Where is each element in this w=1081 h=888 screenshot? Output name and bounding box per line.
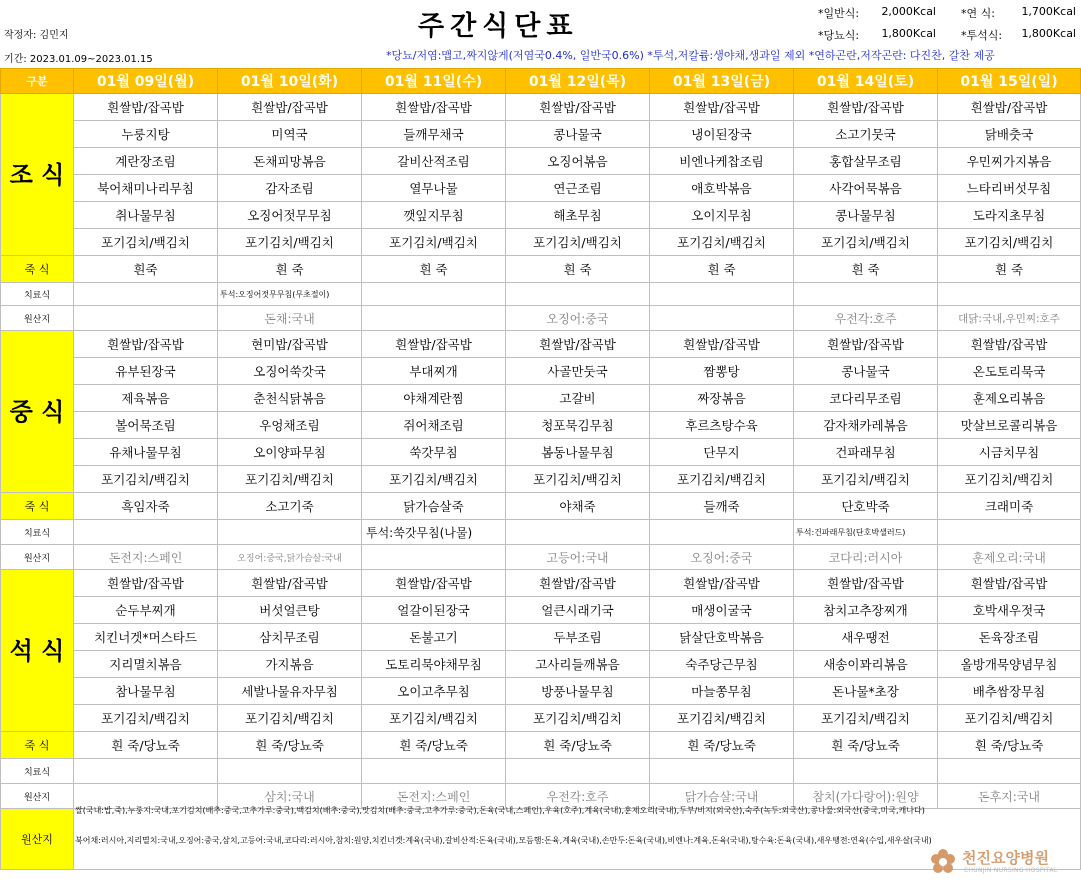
menu-cell: 참나물무침 bbox=[74, 678, 218, 705]
menu-cell: 흰쌀밥/잡곡밥 bbox=[362, 94, 506, 121]
porridge-cell: 흑임자죽 bbox=[74, 493, 218, 520]
menu-cell: 흰쌀밥/잡곡밥 bbox=[74, 570, 218, 597]
menu-table bbox=[0, 68, 1081, 870]
menu-cell: 얼큰시래기국 bbox=[506, 597, 650, 624]
menu-cell: 흰쌀밥/잡곡밥 bbox=[938, 94, 1081, 121]
therapy-cell bbox=[650, 520, 794, 545]
porridge-cell: 들깨죽 bbox=[650, 493, 794, 520]
menu-cell: 고갈비 bbox=[506, 385, 650, 412]
menu-cell: 봄동나물무침 bbox=[506, 439, 650, 466]
menu-cell: 누룽지탕 bbox=[74, 121, 218, 148]
menu-cell: 돈나물*초장 bbox=[794, 678, 938, 705]
menu-cell: 갈비산적조림 bbox=[362, 148, 506, 175]
porridge-cell: 야채죽 bbox=[506, 493, 650, 520]
origin-cell: 돈채:국내 bbox=[218, 306, 362, 331]
menu-cell: 지리멸치볶음 bbox=[74, 651, 218, 678]
therapy-label: 치료식 bbox=[1, 283, 74, 306]
menu-cell: 포기김치/백김치 bbox=[938, 466, 1081, 493]
therapy-cell bbox=[74, 759, 218, 784]
menu-cell: 흰쌀밥/잡곡밥 bbox=[794, 94, 938, 121]
menu-cell: 냉이된장국 bbox=[650, 121, 794, 148]
menu-cell: 부대찌개 bbox=[362, 358, 506, 385]
menu-cell: 감자채카레볶음 bbox=[794, 412, 938, 439]
lunch-row bbox=[1, 385, 1081, 412]
menu-cell: 포기김치/백김치 bbox=[218, 466, 362, 493]
porridge-label: 죽 식 bbox=[1, 256, 74, 283]
menu-cell: 포기김치/백김치 bbox=[506, 705, 650, 732]
porridge-label: 죽 식 bbox=[1, 493, 74, 520]
diet-note: *당뇨/저염:맵고,짜지않게(저염국0.4%, 일반국0.6%) *투석,저칼륨:생야채,생과일 제외 *연하곤란,저작곤란: 다진찬, 갈찬 제공 bbox=[386, 49, 995, 62]
menu-cell: 포기김치/백김치 bbox=[74, 466, 218, 493]
menu-cell: 온도토리묵국 bbox=[938, 358, 1081, 385]
dinner-label: 석 식 bbox=[1, 570, 74, 732]
menu-cell: 방풍나물무침 bbox=[506, 678, 650, 705]
day-header: 01월 13일(금) bbox=[650, 69, 794, 94]
menu-cell: 참치고추장찌개 bbox=[794, 597, 938, 624]
author-label: 작정자: 김민지 bbox=[4, 30, 69, 41]
menu-cell: 오징어젓무무침 bbox=[218, 202, 362, 229]
menu-cell: 고사리들깨볶음 bbox=[506, 651, 650, 678]
therapy-cell bbox=[362, 759, 506, 784]
therapy-cell bbox=[794, 759, 938, 784]
lunch-porridge-row bbox=[1, 493, 1081, 520]
menu-cell: 비엔나케찹조림 bbox=[650, 148, 794, 175]
menu-cell: 콩나물국 bbox=[794, 358, 938, 385]
footer-origin-label: 원산지 bbox=[1, 809, 74, 870]
origin-cell: 돈전지:스페인 bbox=[74, 545, 218, 570]
menu-cell: 청포묵김무침 bbox=[506, 412, 650, 439]
origin-label: 원산지 bbox=[1, 306, 74, 331]
therapy-cell bbox=[650, 283, 794, 306]
lunch-therapy-row bbox=[1, 520, 1081, 545]
therapy-cell bbox=[938, 759, 1081, 784]
menu-cell: 야채계란찜 bbox=[362, 385, 506, 412]
origin-cell: 대닭:국내,우민찌:호주 bbox=[938, 306, 1081, 331]
menu-cell: 닭배춧국 bbox=[938, 121, 1081, 148]
menu-cell: 연근조림 bbox=[506, 175, 650, 202]
menu-cell: 새우땡전 bbox=[794, 624, 938, 651]
porridge-label: 죽 식 bbox=[1, 732, 74, 759]
menu-cell: 소고기뭇국 bbox=[794, 121, 938, 148]
menu-cell: 오이고추무침 bbox=[362, 678, 506, 705]
menu-cell: 포기김치/백김치 bbox=[938, 229, 1081, 256]
dinner-row bbox=[1, 624, 1081, 651]
menu-cell: 흰쌀밥/잡곡밥 bbox=[362, 331, 506, 358]
breakfast-row bbox=[1, 121, 1081, 148]
menu-cell: 흰쌀밥/잡곡밥 bbox=[794, 331, 938, 358]
origin-label: 원산지 bbox=[1, 545, 74, 570]
porridge-cell: 흰 죽 bbox=[218, 256, 362, 283]
origin-label: 원산지 bbox=[1, 784, 74, 809]
menu-cell: 삼치무조림 bbox=[218, 624, 362, 651]
menu-cell: 흰쌀밥/잡곡밥 bbox=[362, 570, 506, 597]
menu-cell: 포기김치/백김치 bbox=[650, 466, 794, 493]
origin-cell: 삼치:국내 bbox=[218, 784, 362, 809]
origin-cell: 훈제오리:국내 bbox=[938, 545, 1081, 570]
menu-cell: 흰쌀밥/잡곡밥 bbox=[938, 331, 1081, 358]
page-title: 주간식단표 bbox=[418, 11, 579, 42]
menu-cell: 가지볶음 bbox=[218, 651, 362, 678]
porridge-cell: 흰죽 bbox=[74, 256, 218, 283]
origin-cell bbox=[650, 306, 794, 331]
origin-cell: 오징어:중국,닭가슴살:국내 bbox=[218, 545, 362, 570]
lunch-row bbox=[1, 466, 1081, 493]
dinner-row bbox=[1, 678, 1081, 705]
period-label: 기간: 2023.01.09~2023.01.15 bbox=[4, 54, 153, 65]
menu-cell: 도라지초무침 bbox=[938, 202, 1081, 229]
menu-cell: 건파래무침 bbox=[794, 439, 938, 466]
menu-cell: 훈제오리볶음 bbox=[938, 385, 1081, 412]
origin-cell bbox=[362, 545, 506, 570]
menu-cell: 사각어묵볶음 bbox=[794, 175, 938, 202]
origin-cell: 닭가슴살:국내 bbox=[650, 784, 794, 809]
menu-cell: 사골만둣국 bbox=[506, 358, 650, 385]
menu-cell: 현미밥/잡곡밥 bbox=[218, 331, 362, 358]
menu-cell: 포기김치/백김치 bbox=[218, 229, 362, 256]
porridge-cell: 흰 죽 bbox=[650, 256, 794, 283]
footer-line-1: 쌀(국내:밥,죽),누룽지:국내,포기김치(배추:중국,고추가루:중국),백김치(배추:중국),맛김치(배추:중국,고추가루:중국),돈육(국내,스페인),우육(호주),계육(국내),훈제오리(국내),두부/비지(외국산),숙주(녹두:외국산),콩나물:외국산(중국,미국,캐나다) bbox=[75, 806, 925, 815]
menu-cell: 올방개묵양념무침 bbox=[938, 651, 1081, 678]
therapy-label: 치료식 bbox=[1, 520, 74, 545]
menu-cell: 포기김치/백김치 bbox=[362, 705, 506, 732]
porridge-cell: 흰 죽/당뇨죽 bbox=[362, 732, 506, 759]
menu-cell: 포기김치/백김치 bbox=[650, 705, 794, 732]
dinner-row bbox=[1, 705, 1081, 732]
dinner-porridge-row bbox=[1, 732, 1081, 759]
menu-cell: 콩나물무침 bbox=[794, 202, 938, 229]
lunch-row bbox=[1, 358, 1081, 385]
therapy-cell bbox=[218, 520, 362, 545]
day-header: 01월 11일(수) bbox=[362, 69, 506, 94]
origin-cell: 오징어:중국 bbox=[650, 545, 794, 570]
menu-cell: 포기김치/백김치 bbox=[794, 466, 938, 493]
breakfast-label: 조 식 bbox=[1, 94, 74, 256]
menu-cell: 우엉채조림 bbox=[218, 412, 362, 439]
menu-cell: 오이양파무침 bbox=[218, 439, 362, 466]
day-header: 01월 09일(월) bbox=[74, 69, 218, 94]
origin-cell bbox=[362, 306, 506, 331]
porridge-cell: 흰 죽 bbox=[794, 256, 938, 283]
porridge-cell: 크래미죽 bbox=[938, 493, 1081, 520]
menu-cell: 포기김치/백김치 bbox=[506, 466, 650, 493]
therapy-cell: 투석:오징어젓무무침(무초절이) bbox=[218, 283, 362, 306]
porridge-cell: 흰 죽/당뇨죽 bbox=[794, 732, 938, 759]
origin-cell: 우전각:호주 bbox=[506, 784, 650, 809]
menu-cell: 볼어묵조림 bbox=[74, 412, 218, 439]
menu-cell: 계란장조림 bbox=[74, 148, 218, 175]
menu-cell: 콩나물국 bbox=[506, 121, 650, 148]
porridge-cell: 흰 죽/당뇨죽 bbox=[506, 732, 650, 759]
menu-cell: 우민찌가지볶음 bbox=[938, 148, 1081, 175]
breakfast-row bbox=[1, 202, 1081, 229]
menu-cell: 흰쌀밥/잡곡밥 bbox=[74, 331, 218, 358]
menu-cell: 흰쌀밥/잡곡밥 bbox=[794, 570, 938, 597]
therapy-cell bbox=[74, 520, 218, 545]
menu-cell: 흰쌀밥/잡곡밥 bbox=[218, 94, 362, 121]
breakfast-porridge-row bbox=[1, 256, 1081, 283]
day-header: 01월 15일(일) bbox=[938, 69, 1081, 94]
menu-cell: 순두부찌개 bbox=[74, 597, 218, 624]
menu-cell: 맛살브로콜리볶음 bbox=[938, 412, 1081, 439]
menu-cell: 흰쌀밥/잡곡밥 bbox=[74, 94, 218, 121]
hospital-name: 천진요양병원 bbox=[962, 849, 1049, 867]
menu-cell: 애호박볶음 bbox=[650, 175, 794, 202]
therapy-cell bbox=[794, 283, 938, 306]
origin-cell: 우전각:호주 bbox=[794, 306, 938, 331]
lunch-origin-row bbox=[1, 545, 1081, 570]
origin-cell: 돈전지:스페인 bbox=[362, 784, 506, 809]
menu-cell: 버섯얼큰탕 bbox=[218, 597, 362, 624]
therapy-cell bbox=[650, 759, 794, 784]
kcal-diabetic: *당뇨식: 1,800Kcal bbox=[818, 27, 936, 42]
menu-cell: 포기김치/백김치 bbox=[650, 229, 794, 256]
porridge-cell: 단호박죽 bbox=[794, 493, 938, 520]
menu-cell: 숙주당근무침 bbox=[650, 651, 794, 678]
day-header-row bbox=[1, 69, 1081, 94]
menu-cell: 호박새우젓국 bbox=[938, 597, 1081, 624]
breakfast-row bbox=[1, 148, 1081, 175]
menu-cell: 단무지 bbox=[650, 439, 794, 466]
menu-cell: 오이지무침 bbox=[650, 202, 794, 229]
breakfast-origin-row bbox=[1, 306, 1081, 331]
menu-cell: 깻잎지무침 bbox=[362, 202, 506, 229]
menu-cell: 쥐어채조림 bbox=[362, 412, 506, 439]
dinner-row bbox=[1, 570, 1081, 597]
menu-cell: 춘천식닭볶음 bbox=[218, 385, 362, 412]
menu-cell: 오징어볶음 bbox=[506, 148, 650, 175]
flower-logo-icon bbox=[928, 847, 958, 877]
origin-cell: 코다리:러시아 bbox=[794, 545, 938, 570]
header bbox=[0, 0, 1081, 68]
menu-cell: 돈육장조림 bbox=[938, 624, 1081, 651]
menu-cell: 포기김치/백김치 bbox=[362, 466, 506, 493]
menu-cell: 흰쌀밥/잡곡밥 bbox=[506, 331, 650, 358]
menu-cell: 포기김치/백김치 bbox=[362, 229, 506, 256]
kcal-dialysis: *투석식: 1,800Kcal bbox=[961, 27, 1076, 42]
breakfast-row bbox=[1, 229, 1081, 256]
kcal-general: *일반식: 2,000Kcal bbox=[818, 5, 936, 20]
lunch-row bbox=[1, 412, 1081, 439]
porridge-cell: 닭가슴살죽 bbox=[362, 493, 506, 520]
menu-cell: 포기김치/백김치 bbox=[794, 705, 938, 732]
breakfast-row bbox=[1, 175, 1081, 202]
origin-cell: 돈후지:국내 bbox=[938, 784, 1081, 809]
menu-cell: 홍합살무조림 bbox=[794, 148, 938, 175]
porridge-cell: 흰 죽 bbox=[938, 256, 1081, 283]
porridge-cell: 흰 죽/당뇨죽 bbox=[74, 732, 218, 759]
menu-cell: 흰쌀밥/잡곡밥 bbox=[506, 570, 650, 597]
porridge-cell: 흰 죽/당뇨죽 bbox=[218, 732, 362, 759]
origin-cell: 참치(가다랑어):원양 bbox=[794, 784, 938, 809]
porridge-cell: 흰 죽 bbox=[362, 256, 506, 283]
porridge-cell: 소고기죽 bbox=[218, 493, 362, 520]
menu-cell: 돈채피망볶음 bbox=[218, 148, 362, 175]
dinner-therapy-row bbox=[1, 759, 1081, 784]
dinner-row bbox=[1, 597, 1081, 624]
breakfast-therapy-row bbox=[1, 283, 1081, 306]
gubun-header: 구분 bbox=[1, 69, 74, 94]
day-header: 01월 14일(토) bbox=[794, 69, 938, 94]
menu-cell: 마늘쫑무침 bbox=[650, 678, 794, 705]
menu-cell: 유채나물무침 bbox=[74, 439, 218, 466]
menu-cell: 흰쌀밥/잡곡밥 bbox=[218, 570, 362, 597]
menu-cell: 배추쌈장무침 bbox=[938, 678, 1081, 705]
menu-cell: 새송이꽈리볶음 bbox=[794, 651, 938, 678]
therapy-cell bbox=[506, 520, 650, 545]
menu-cell: 흰쌀밥/잡곡밥 bbox=[506, 94, 650, 121]
menu-cell: 포기김치/백김치 bbox=[74, 705, 218, 732]
menu-cell: 유부된장국 bbox=[74, 358, 218, 385]
menu-cell: 취나물무침 bbox=[74, 202, 218, 229]
menu-cell: 포기김치/백김치 bbox=[74, 229, 218, 256]
menu-cell: 포기김치/백김치 bbox=[938, 705, 1081, 732]
therapy-label: 치료식 bbox=[1, 759, 74, 784]
hospital-name-english: CHUNJIN NURSING HOSPITAL bbox=[964, 867, 1058, 874]
day-header: 01월 10일(화) bbox=[218, 69, 362, 94]
menu-cell: 들깨무채국 bbox=[362, 121, 506, 148]
menu-cell: 오징어쑥갓국 bbox=[218, 358, 362, 385]
footer-line-2: 북어채:러시아,지리멸치:국내,오징어:중국,삼치,고등어:국내,코다리:러시아,참치:원양,치킨너겟:계육(국내),갈비산적:돈육(국내),모듬햄:돈육,계육(국내),손만두:돈육(국내),비엔나:계육,돈육(국내),탕수육:돈육(국내),새우땡전:연육(수입,새우살(국내) bbox=[75, 836, 932, 845]
breakfast-row bbox=[1, 94, 1081, 121]
lunch-row bbox=[1, 331, 1081, 358]
menu-cell: 제육볶음 bbox=[74, 385, 218, 412]
menu-cell: 닭살단호박볶음 bbox=[650, 624, 794, 651]
menu-cell: 미역국 bbox=[218, 121, 362, 148]
menu-cell: 짬뽕탕 bbox=[650, 358, 794, 385]
menu-cell: 후르츠탕수육 bbox=[650, 412, 794, 439]
menu-cell: 감자조림 bbox=[218, 175, 362, 202]
menu-cell: 도토리묵야채무침 bbox=[362, 651, 506, 678]
therapy-cell bbox=[74, 283, 218, 306]
therapy-cell: 투석:건파래무침(단호박샐러드) bbox=[794, 520, 938, 545]
menu-cell: 흰쌀밥/잡곡밥 bbox=[650, 570, 794, 597]
day-header: 01월 12일(목) bbox=[506, 69, 650, 94]
menu-cell: 두부조림 bbox=[506, 624, 650, 651]
menu-cell: 북어채미나리무침 bbox=[74, 175, 218, 202]
menu-cell: 코다리무조림 bbox=[794, 385, 938, 412]
therapy-cell bbox=[506, 283, 650, 306]
therapy-cell bbox=[218, 759, 362, 784]
porridge-cell: 흰 죽/당뇨죽 bbox=[938, 732, 1081, 759]
footer-origin-text bbox=[75, 796, 1075, 856]
porridge-cell: 흰 죽 bbox=[506, 256, 650, 283]
lunch-row bbox=[1, 439, 1081, 466]
menu-cell: 얼갈이된장국 bbox=[362, 597, 506, 624]
menu-cell: 포기김치/백김치 bbox=[506, 229, 650, 256]
origin-cell: 오징어:중국 bbox=[506, 306, 650, 331]
therapy-cell bbox=[938, 283, 1081, 306]
dinner-row bbox=[1, 651, 1081, 678]
menu-cell: 흰쌀밥/잡곡밥 bbox=[650, 331, 794, 358]
menu-cell: 흰쌀밥/잡곡밥 bbox=[938, 570, 1081, 597]
porridge-cell: 흰 죽/당뇨죽 bbox=[650, 732, 794, 759]
menu-cell: 흰쌀밥/잡곡밥 bbox=[650, 94, 794, 121]
menu-cell: 세발나물유자무침 bbox=[218, 678, 362, 705]
therapy-cell bbox=[362, 283, 506, 306]
lunch-label: 중 식 bbox=[1, 331, 74, 493]
menu-cell: 시금치무침 bbox=[938, 439, 1081, 466]
menu-cell: 포기김치/백김치 bbox=[218, 705, 362, 732]
therapy-cell: 투석:쑥갓무침(나물) bbox=[362, 520, 506, 545]
menu-cell: 매생이굴국 bbox=[650, 597, 794, 624]
therapy-cell bbox=[506, 759, 650, 784]
therapy-cell bbox=[938, 520, 1081, 545]
menu-cell: 치킨너겟*머스타드 bbox=[74, 624, 218, 651]
menu-cell: 쑥갓무침 bbox=[362, 439, 506, 466]
menu-cell: 짜장볶음 bbox=[650, 385, 794, 412]
menu-cell: 해초무침 bbox=[506, 202, 650, 229]
menu-cell: 열무나물 bbox=[362, 175, 506, 202]
menu-cell: 포기김치/백김치 bbox=[794, 229, 938, 256]
kcal-soft: *연 식: 1,700Kcal bbox=[961, 5, 1076, 20]
hospital-logo bbox=[928, 845, 1078, 885]
origin-cell: 고등어:국내 bbox=[506, 545, 650, 570]
origin-cell bbox=[74, 306, 218, 331]
menu-cell: 돈불고기 bbox=[362, 624, 506, 651]
menu-cell: 느타리버섯무침 bbox=[938, 175, 1081, 202]
